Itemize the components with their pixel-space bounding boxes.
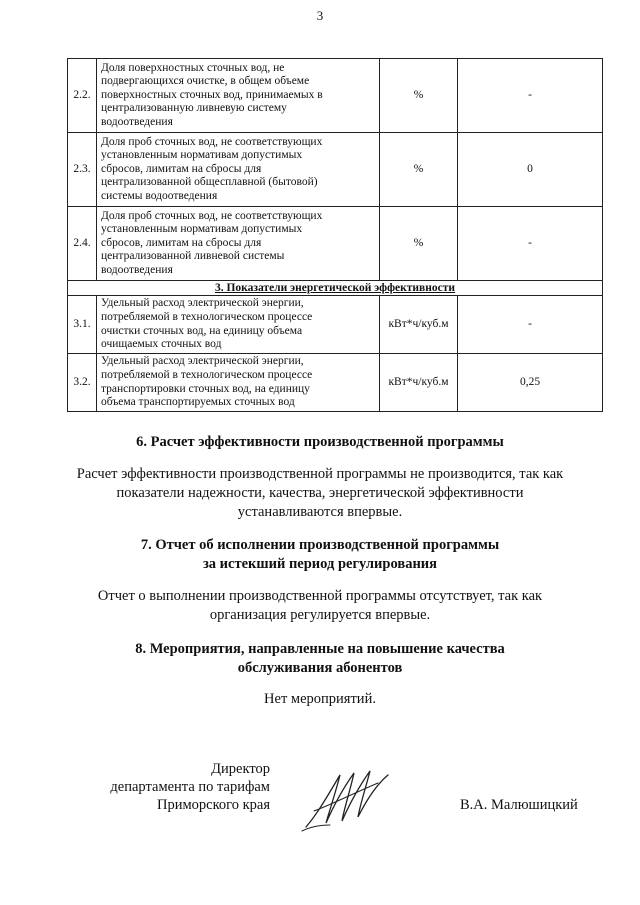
row-description: Удельный расход электрической энергии, потребляемой в технологическом процессе транспортировки сточных вод, на единицу объема транспортируемых сточных вод bbox=[97, 354, 380, 412]
row-value: - bbox=[458, 59, 603, 133]
signer-position: Директор департамента по тарифам Приморского края bbox=[110, 761, 270, 813]
section6-text: Расчет эффективности производственной программы не производится, так как показатели надежности, качества, энергетической эффективности устанавливаются впервые. bbox=[76, 466, 564, 520]
handwritten-signature bbox=[300, 765, 395, 835]
section7-heading: 7. Отчет об исполнении производственной программы за истекший период регулирования bbox=[140, 537, 500, 572]
section8-heading: 8. Мероприятия, направленные на повышение качества обслуживания абонентов bbox=[135, 641, 505, 676]
table-row bbox=[68, 59, 603, 133]
table-row bbox=[68, 133, 603, 207]
row-number: 3.2. bbox=[68, 354, 97, 412]
row-description: Доля поверхностных сточных вод, не подвергающихся очистке, в общем объеме поверхностных сточных вод, принимаемых в централизованную ливневую систему водоотведения bbox=[97, 59, 380, 133]
row-value: - bbox=[458, 296, 603, 354]
signer-name: В.А. Малюшицкий bbox=[460, 797, 578, 813]
row-number: 2.2. bbox=[68, 59, 97, 133]
section-title: 3. Показатели энергетической эффективности bbox=[68, 281, 603, 296]
row-number: 2.3. bbox=[68, 133, 97, 207]
section7-text: Отчет о выполнении производственной программы отсутствует, так как организация регулируется впервые. bbox=[97, 588, 543, 623]
row-unit: % bbox=[380, 133, 458, 207]
table-row bbox=[68, 207, 603, 281]
page-number: 3 bbox=[316, 8, 324, 23]
table-row bbox=[68, 296, 603, 354]
row-value: 0 bbox=[458, 133, 603, 207]
indicators-table bbox=[67, 58, 603, 412]
row-unit: кВт*ч/куб.м bbox=[380, 354, 458, 412]
row-value: 0,25 bbox=[458, 354, 603, 412]
row-number: 2.4. bbox=[68, 207, 97, 281]
section-row bbox=[68, 281, 603, 296]
row-unit: кВт*ч/куб.м bbox=[380, 296, 458, 354]
section6-heading: 6. Расчет эффективности производственной программы bbox=[136, 434, 504, 450]
table-row bbox=[68, 354, 603, 412]
row-number: 3.1. bbox=[68, 296, 97, 354]
row-value: - bbox=[458, 207, 603, 281]
row-unit: % bbox=[380, 59, 458, 133]
row-description: Доля проб сточных вод, не соответствующих установленным нормативам допустимых сбросов, лимитам на сбросы для централизованной общесплавной (бытовой) системы водоотведения bbox=[97, 133, 380, 207]
row-unit: % bbox=[380, 207, 458, 281]
row-description: Доля проб сточных вод, не соответствующих установленным нормативам допустимых сбросов, лимитам на сбросы для централизованной ливневой системы водоотведения bbox=[97, 207, 380, 281]
section8-text: Нет мероприятий. bbox=[264, 691, 376, 707]
row-description: Удельный расход электрической энергии, потребляемой в технологическом процессе очистки сточных вод, на единицу объема очищаемых сточных вод bbox=[97, 296, 380, 354]
